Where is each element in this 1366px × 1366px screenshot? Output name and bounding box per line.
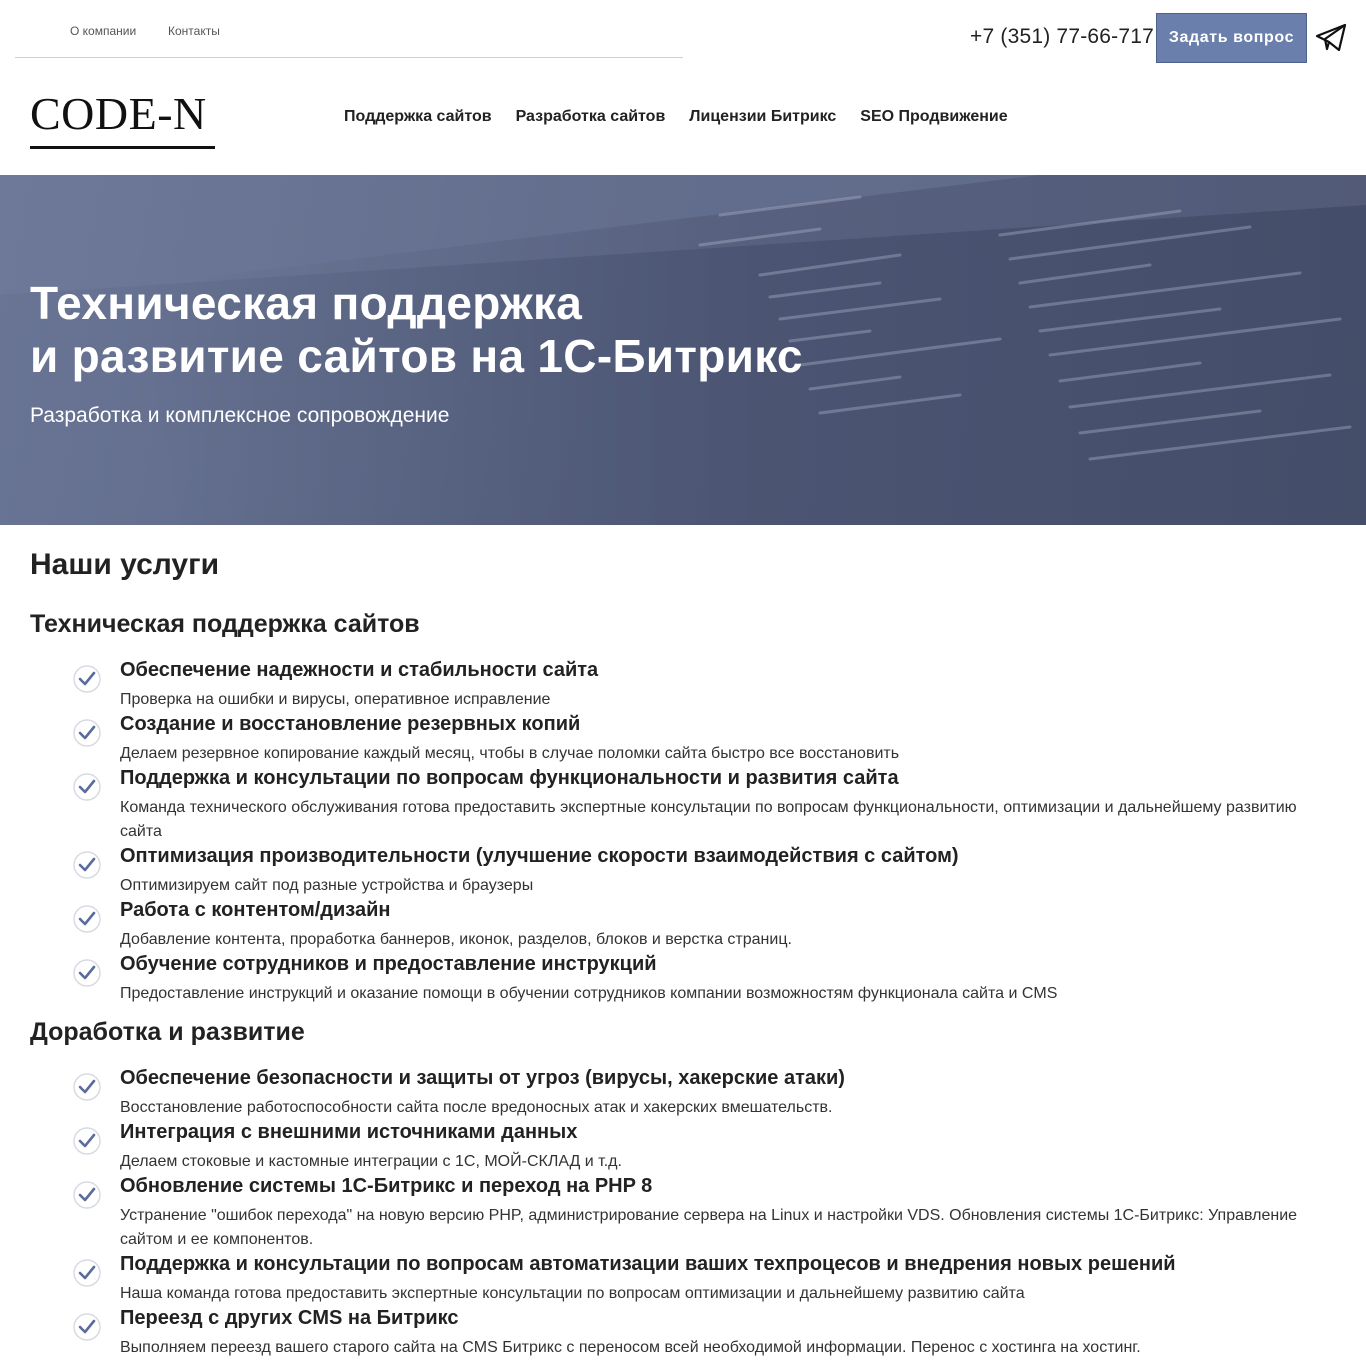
- site-header: [0, 0, 1366, 175]
- service-desc: Устранение "ошибок перехода" на новую версию PHP, администрирование сервера на Linux и настройки VDS. Обновления системы 1С-Битрикс: Управление сайтом и ее компонентов.: [120, 1207, 1298, 1248]
- service-title: Поддержка и консультации по вопросам функциональности и развития сайта: [120, 767, 899, 789]
- development-services-list: [30, 1060, 1340, 1354]
- check-icon: [72, 904, 102, 934]
- group-title-support: Техническая поддержка сайтов: [30, 610, 420, 638]
- service-desc: Делаем резервное копирование каждый месяц, чтобы в случае поломки сайта быстро все восстановить: [120, 745, 900, 762]
- service-desc: Делаем стоковые и кастомные интеграции с 1С, МОЙ-СКЛАД и т.д.: [120, 1153, 622, 1170]
- service-title: Поддержка и консультации по вопросам автоматизации ваших техпроцесов и внедрения новых решений: [120, 1253, 1176, 1275]
- logo-text: CODE-N: [30, 88, 207, 139]
- hero-banner: [0, 175, 1366, 525]
- list-item: [72, 1246, 1340, 1300]
- telegram-icon[interactable]: [1314, 20, 1348, 54]
- service-title: Переезд с других CMS на Битрикс: [120, 1307, 459, 1329]
- group-title-development: Доработка и развитие: [30, 1018, 305, 1046]
- services-section: [30, 548, 1340, 1354]
- list-item: [72, 1060, 1340, 1114]
- service-desc: Предоставление инструкций и оказание помощи в обучении сотрудников компании возможностям функционала сайта и CMS: [120, 985, 1058, 1002]
- list-item: [72, 892, 1340, 946]
- list-item: [72, 838, 1340, 892]
- service-desc: Восстановление работоспособности сайта после вредоносных атак и хакерских вмешательств.: [120, 1099, 833, 1116]
- contacts-link[interactable]: Контакты: [168, 24, 220, 38]
- list-item: [72, 946, 1340, 1018]
- ask-question-button[interactable]: Задать вопрос: [1156, 13, 1307, 63]
- list-item: [72, 706, 1340, 760]
- service-title: Создание и восстановление резервных копий: [120, 713, 581, 735]
- service-desc: Команда технического обслуживания готова предоставить экспертные консультации по вопросам функциональности, оптимизации и дальнейшему развитию сайта: [120, 799, 1297, 840]
- service-title: Оптимизация производительности (улучшение скорости взаимодействия с сайтом): [120, 845, 959, 867]
- service-desc: Выполняем переезд вашего старого сайта на CMS Битрикс с переносом всей необходимой информации. Перенос с хостинга на хостинг.: [120, 1339, 1141, 1356]
- about-link[interactable]: О компании: [70, 24, 137, 38]
- check-icon: [72, 1126, 102, 1156]
- service-title: Обеспечение безопасности и защиты от угроз (вирусы, хакерские атаки): [120, 1067, 845, 1089]
- service-desc: Наша команда готова предоставить экспертные консультации по вопросам оптимизации и дальнейшему развитию сайта: [120, 1285, 1025, 1302]
- check-icon: [72, 1312, 102, 1342]
- list-item: [72, 1300, 1340, 1354]
- check-icon: [72, 1258, 102, 1288]
- service-title: Обновление системы 1С-Битрикс и переход на PHP 8: [120, 1175, 653, 1197]
- list-item: [72, 1114, 1340, 1168]
- service-title: Обучение сотрудников и предоставление инструкций: [120, 953, 657, 975]
- nav-item-development[interactable]: Разработка сайтов: [515, 108, 666, 125]
- check-icon: [72, 718, 102, 748]
- services-heading: Наши услуги: [30, 548, 220, 581]
- service-title: Интеграция с внешними источниками данных: [120, 1121, 578, 1143]
- check-icon: [72, 958, 102, 988]
- check-icon: [72, 1180, 102, 1210]
- hero-title-line1: Техническая поддержка: [30, 277, 583, 329]
- hero-title-line2: и развитие сайтов на 1С-Битрикс: [30, 330, 803, 382]
- check-icon: [72, 1072, 102, 1102]
- check-icon: [72, 772, 102, 802]
- service-title: Работа с контентом/дизайн: [120, 899, 391, 921]
- hero-subtitle: Разработка и комплексное сопровождение: [30, 404, 450, 427]
- support-services-list: [30, 652, 1340, 1018]
- nav-item-seo[interactable]: SEO Продвижение: [860, 108, 1008, 125]
- hero-title: [30, 277, 803, 383]
- top-links: [15, 0, 683, 58]
- check-icon: [72, 664, 102, 694]
- service-title: Обеспечение надежности и стабильности сайта: [120, 659, 599, 681]
- service-desc: Оптимизируем сайт под разные устройства и браузеры: [120, 877, 534, 894]
- list-item: [72, 1168, 1340, 1246]
- phone-number[interactable]: +7 (351) 77-66-717: [970, 25, 1154, 48]
- check-icon: [72, 850, 102, 880]
- list-item: [72, 760, 1340, 838]
- nav-item-support[interactable]: Поддержка сайтов: [344, 108, 492, 125]
- service-desc: Добавление контента, проработка баннеров, иконок, разделов, блоков и верстка страниц.: [120, 931, 792, 948]
- logo-underline: [30, 146, 215, 149]
- service-desc: Проверка на ошибки и вирусы, оперативное исправление: [120, 691, 551, 708]
- main-nav: [344, 108, 1032, 126]
- nav-item-licenses[interactable]: Лицензии Битрикс: [689, 108, 837, 125]
- list-item: [72, 652, 1340, 706]
- logo[interactable]: [30, 88, 216, 151]
